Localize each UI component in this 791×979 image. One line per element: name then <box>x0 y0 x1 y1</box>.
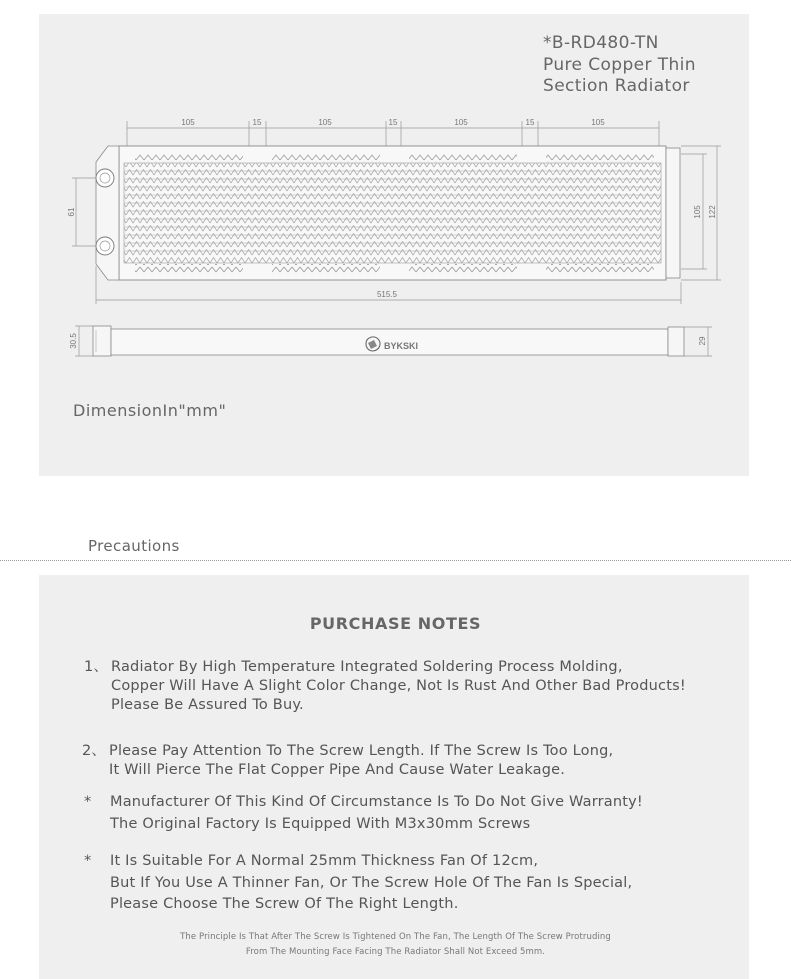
note-line: It Is Suitable For A Normal 25mm Thickness Fan Of 12cm, <box>110 853 539 869</box>
note-line: But If You Use A Thinner Fan, Or The Screw Hole Of The Fan Is Special, <box>110 874 633 891</box>
dim-label-top-7: 105 <box>591 118 605 127</box>
note-marker: * <box>84 794 92 810</box>
footnote-line: The Principle Is That After The Screw Is Tightened On The Fan, The Length Of The Screw Protruding <box>180 932 611 942</box>
dimension-unit-note: DimensionIn"mm" <box>73 401 227 420</box>
dim-label-left: 61 <box>67 207 76 217</box>
dim-label-top-1: 105 <box>181 118 195 127</box>
product-title-line: Pure Copper Thin <box>543 54 696 75</box>
note-line: It Will Pierce The Flat Copper Pipe And Cause Water Leakage. <box>109 762 566 778</box>
note-line: The Original Factory Is Equipped With M3x30mm Screws <box>110 815 531 832</box>
dim-label-length: 515.5 <box>376 290 398 299</box>
note-line: Please Pay Attention To The Screw Length. If The Screw Is Too Long, <box>109 743 614 759</box>
product-title-line: Section Radiator <box>543 76 690 96</box>
dim-label-top-6: 15 <box>525 118 535 127</box>
note-item <box>84 658 686 715</box>
product-title-line: *B-RD480-TN <box>543 33 659 53</box>
radiator-technical-drawing <box>0 0 791 400</box>
dim-label-top-5: 105 <box>454 118 468 127</box>
note-item <box>82 742 613 780</box>
note-item <box>84 851 632 916</box>
brand-logo-text: BYKSKI <box>384 341 419 351</box>
section-divider <box>0 560 791 561</box>
dim-label-top-2: 15 <box>252 118 262 127</box>
note-line: Please Be Assured To Buy. <box>111 697 304 713</box>
note-line: Copper Will Have A Slight Color Change, Not Is Rust And Other Bad Products! <box>111 678 686 694</box>
dim-label-top-4: 15 <box>388 118 398 127</box>
dim-label-right-inner: 105 <box>693 205 702 219</box>
note-marker: * <box>84 853 92 869</box>
note-line: Radiator By High Temperature Integrated Soldering Process Molding, <box>111 659 623 675</box>
note-line: Manufacturer Of This Kind Of Circumstance Is To Do Not Give Warranty! <box>110 794 643 810</box>
note-item <box>84 792 643 835</box>
radiator-front-view <box>96 146 680 280</box>
purchase-notes-title: PURCHASE NOTES <box>309 614 482 633</box>
footnote-line: From The Mounting Face Facing The Radiator Shall Not Exceed 5mm. <box>245 947 546 957</box>
precautions-heading: Precautions <box>88 537 180 555</box>
note-line: Please Choose The Screw Of The Right Length. <box>110 896 459 912</box>
note-marker: 2、 <box>82 743 107 759</box>
dim-label-top-3: 105 <box>318 118 332 127</box>
note-marker: 1、 <box>84 659 109 675</box>
dim-label-side-left: 30.5 <box>69 333 78 349</box>
dim-label-right-outer: 122 <box>708 205 717 219</box>
dim-label-side-right: 29 <box>698 336 707 346</box>
